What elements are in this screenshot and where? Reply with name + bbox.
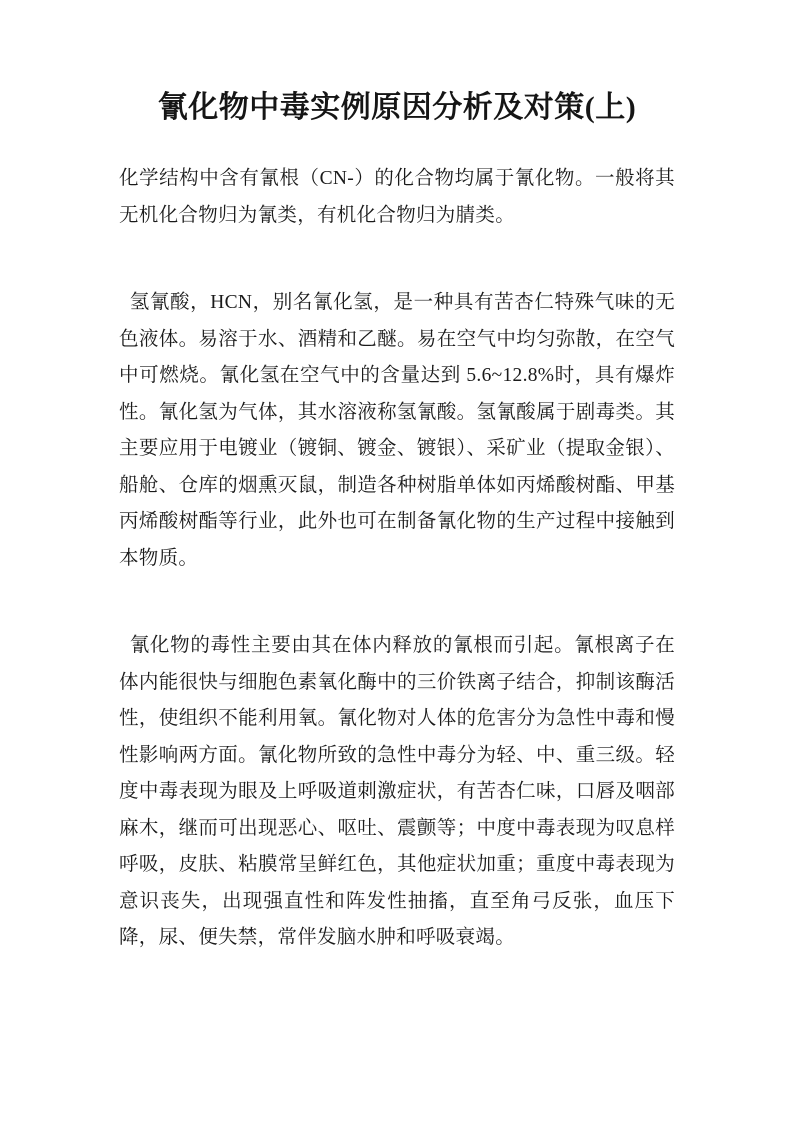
paragraph-cyanide-toxicity: 氰化物的毒性主要由其在体内释放的氰根而引起。氰根离子在体内能很快与细胞色素氧化酶中的三价铁离子结合，抑制该酶活性，使组织不能利用氧。氰化物对人体的危害分为急性中毒和慢性影响两方面。氰化物所致的急性中毒分为轻、中、重三级。轻度中毒表现为眼及上呼吸道刺激症状，有苦杏仁味，口唇及咽部麻木，继而可出现恶心、呕吐、震颤等；中度中毒表现为叹息样呼吸，皮肤、粘膜常呈鲜红色，其他症状加重；重度中毒表现为意识丧失，出现强直性和阵发性抽搐，直至角弓反张，血压下降，尿、便失禁，常伴发脑水肿和呼吸衰竭。 xyxy=(119,635,675,948)
paragraph-cyanide-definition: 化学结构中含有氰根（CN-）的化合物均属于氰化物。一般将其无机化合物归为氰类，有机化合物归为腈类。 xyxy=(119,168,675,226)
document-title: 氰化物中毒实例原因分析及对策(上) xyxy=(157,91,637,124)
paragraph-hydrocyanic-acid-properties: 氢氰酸，HCN，别名氰化氢，是一种具有苦杏仁特殊气味的无色液体。易溶于水、酒精和乙醚。易在空气中均匀弥散，在空气中可燃烧。氰化氢在空气中的含量达到 5.6~12.8%时，具有爆炸性。氰化氢为气体，其水溶液称氢氰酸。氢氰酸属于剧毒类。其主要应用于电镀业（镀铜、镀金、镀银）、采矿业（提取金银）、船舱、仓库的烟熏灭鼠，制造各种树脂单体如丙烯酸树酯、甲基丙烯酸树酯等行业，此外也可在制备氰化物的生产过程中接触到本物质。 xyxy=(119,292,675,569)
